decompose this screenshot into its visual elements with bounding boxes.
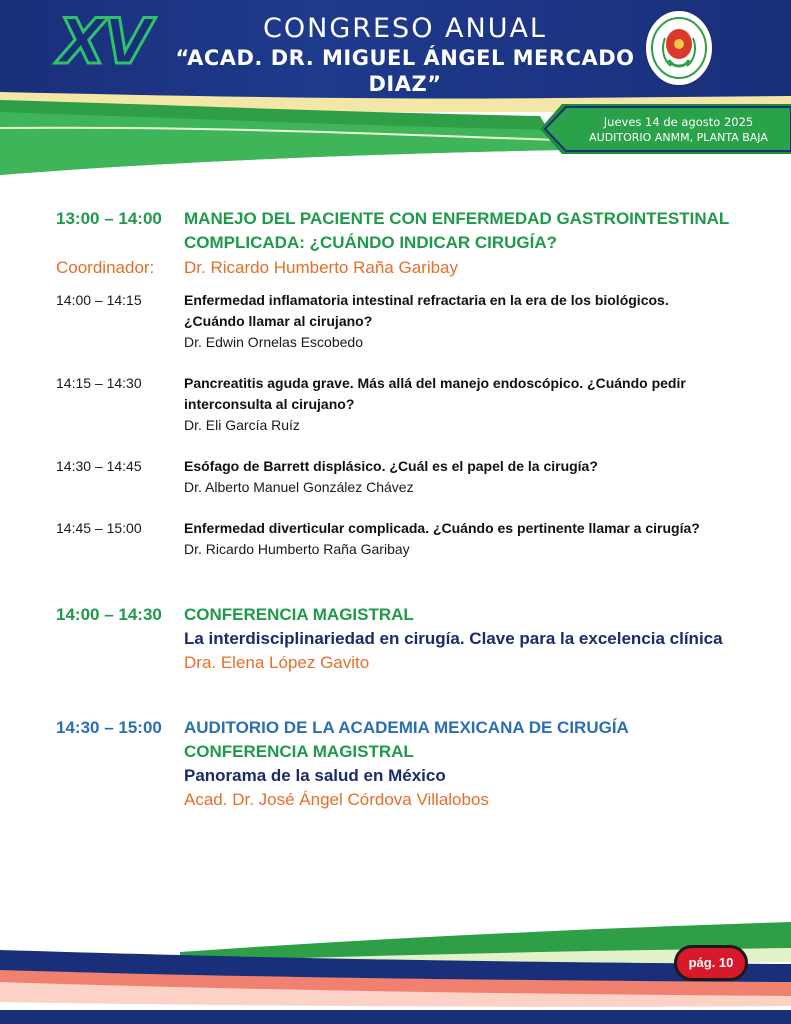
coordinator-label: Coordinador:	[56, 258, 155, 277]
session-title-line2: COMPLICADA: ¿CUÁNDO INDICAR CIRUGÍA?	[184, 233, 558, 252]
keynote-time: 14:30 – 15:00	[56, 718, 162, 737]
coordinator-name: Dr. Ricardo Humberto Raña Garibay	[184, 258, 459, 277]
footer-decoration	[0, 910, 791, 1024]
keynote-label: CONFERENCIA MAGISTRAL	[184, 742, 414, 761]
talk-title-line1: Pancreatitis aguda grave. Más allá del manejo endoscópico. ¿Cuándo pedir	[184, 375, 686, 391]
association-seal-icon	[643, 8, 715, 88]
page-number-badge: pág. 10	[674, 945, 748, 981]
talk-time: 14:45 – 15:00	[56, 520, 142, 536]
session-time: 13:00 – 14:00	[56, 209, 162, 228]
keynote-time: 14:00 – 14:30	[56, 605, 162, 624]
session-title	[184, 207, 744, 255]
talk-time: 14:15 – 14:30	[56, 375, 142, 391]
talk-title-line2: ¿Cuándo llamar al cirujano?	[184, 313, 373, 329]
talk-speaker: Dr. Edwin Ornelas Escobedo	[184, 334, 363, 350]
keynote-speaker: Acad. Dr. José Ángel Córdova Villalobos	[184, 790, 489, 809]
keynote-title: La interdisciplinariedad en cirugía. Clave para la excelencia clínica	[184, 629, 723, 648]
event-date: Jueves 14 de agosto 2025	[603, 115, 754, 129]
keynote-title: Panorama de la salud en México	[184, 766, 446, 785]
event-venue: AUDITORIO ANMM, PLANTA BAJA	[589, 131, 768, 144]
talk-time: 14:00 – 14:15	[56, 292, 142, 308]
session-title-line1: MANEJO DEL PACIENTE CON ENFERMEDAD GASTROINTESTINAL	[184, 209, 730, 228]
talk-title-line1: Esófago de Barrett displásico. ¿Cuál es el papel de la cirugía?	[184, 458, 598, 474]
talk-speaker: Dr. Alberto Manuel González Chávez	[184, 479, 414, 495]
talk-time: 14:30 – 14:45	[56, 458, 142, 474]
keynote-speaker: Dra. Elena López Gavito	[184, 653, 370, 672]
keynote-venue: AUDITORIO DE LA ACADEMIA MEXICANA DE CIRUGÍA	[184, 718, 629, 737]
talk-title-line1: Enfermedad diverticular complicada. ¿Cuándo es pertinente llamar a cirugía?	[184, 520, 700, 536]
talk-speaker: Dr. Ricardo Humberto Raña Garibay	[184, 541, 410, 557]
roman-numeral-xv: XV	[58, 5, 150, 78]
congress-subtitle: “ACAD. DR. MIGUEL ÁNGEL MERCADO DIAZ”	[175, 46, 635, 96]
talk-speaker: Dr. Eli García Ruíz	[184, 417, 300, 433]
date-venue-banner	[540, 104, 791, 154]
congress-title: CONGRESO ANUAL	[263, 13, 547, 44]
keynote-label: CONFERENCIA MAGISTRAL	[184, 605, 414, 624]
talk-title-line1: Enfermedad inflamatoria intestinal refractaria en la era de los biológicos.	[184, 292, 669, 308]
talk-title-line2: interconsulta al cirujano?	[184, 396, 355, 412]
